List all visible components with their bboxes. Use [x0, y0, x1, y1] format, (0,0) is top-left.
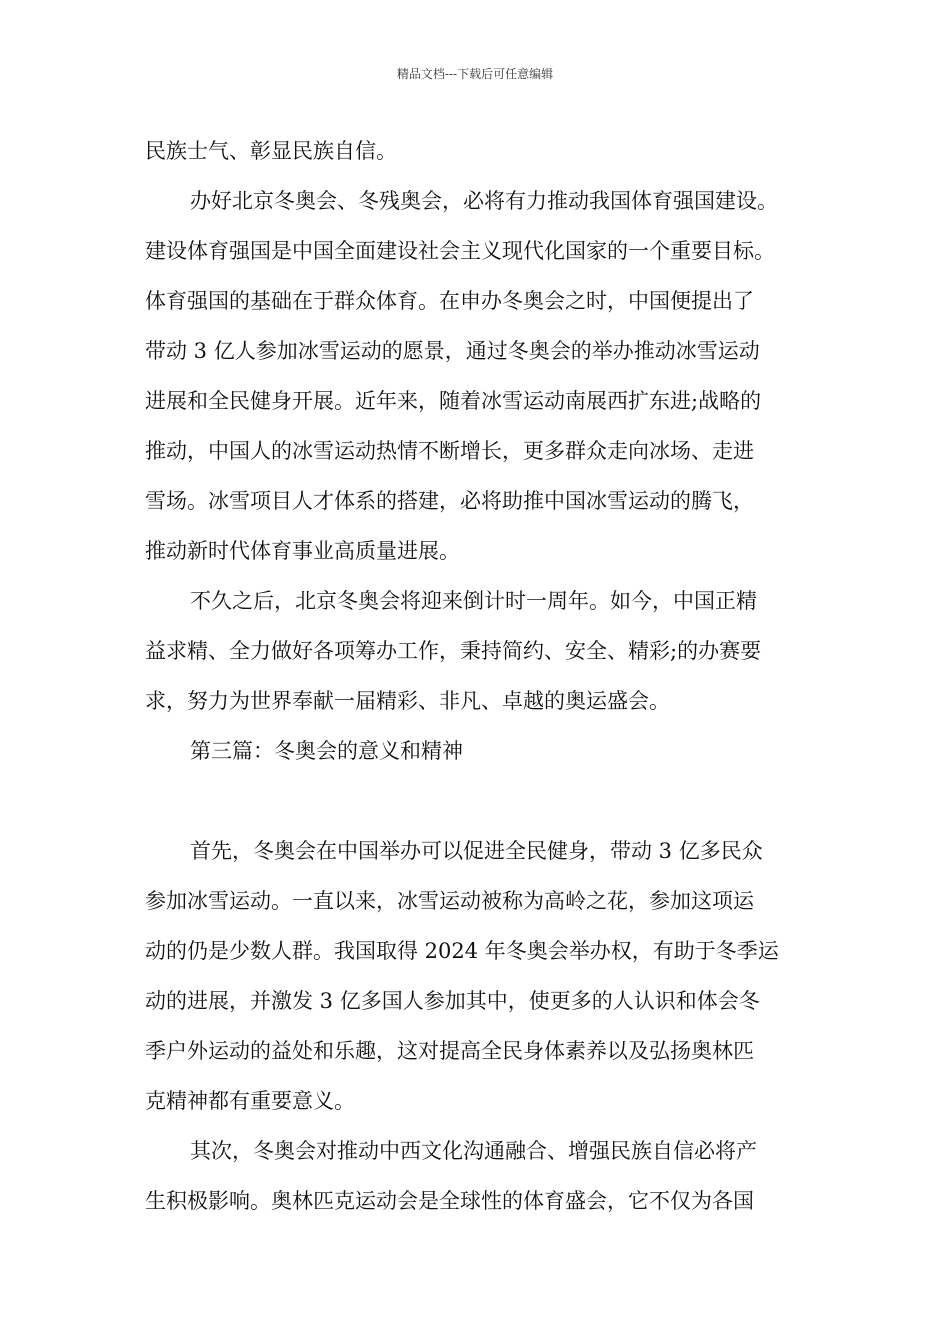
text-line: 求，努力为世界奉献一届精彩、非凡、卓越的奥运盛会。: [145, 689, 670, 713]
paragraph-start-line: 不久之后，北京冬奥会将迎来倒计时一周年。如今，中国正精: [190, 589, 757, 613]
text-line: 带动 3 亿人参加冰雪运动的愿景，通过冬奥会的举办推动冰雪运动: [145, 339, 760, 363]
paragraph-start-line: 办好北京冬奥会、冬残奥会，必将有力推动我国体育强国建设。: [190, 189, 778, 213]
page-header: 精品文档---下载后可任意编辑: [396, 67, 554, 81]
text-line: 克精神都有重要意义。: [145, 1089, 355, 1113]
text-line: 雪场。冰雪项目人才体系的搭建，必将助推中国冰雪运动的腾飞，: [145, 489, 754, 513]
blank-line: [145, 776, 817, 826]
text-line: 体育强国的基础在于群众体育。在申办冬奥会之时，中国便提出了: [145, 289, 754, 313]
text-line: 季户外运动的益处和乐趣，这对提高全民身体素养以及弘扬奥林匹: [145, 1039, 754, 1063]
text-line: 推动，中国人的冰雪运动热情不断增长，更多群众走向冰场、走进: [145, 439, 754, 463]
text-line: 推动新时代体育事业高质量进展。: [145, 539, 460, 563]
paragraph-start-line: 首先，冬奥会在中国举办可以促进全民健身，带动 3 亿多民众: [190, 839, 763, 863]
text-line: 参加冰雪运动。一直以来，冰雪运动被称为高岭之花，参加这项运: [145, 889, 754, 913]
text-line: 建设体育强国是中国全面建设社会主义现代化国家的一个重要目标。: [145, 239, 775, 263]
text-line: 民族士气、彰显民族自信。: [145, 139, 397, 163]
text-line: 动的进展，并激发 3 亿多国人参加其中，使更多的人认识和体会冬: [145, 989, 760, 1013]
text-line: 进展和全民健身开展。近年来，随着冰雪运动南展西扩东进;战略的: [145, 389, 762, 413]
text-line: 生积极影响。奥林匹克运动会是全球性的体育盛会，它不仅为各国: [145, 1189, 754, 1213]
text-line: 益求精、全力做好各项筹办工作，秉持简约、安全、精彩;的办赛要: [145, 639, 762, 663]
paragraph-start-line: 其次，冬奥会对推动中西文化沟通融合、增强民族自信必将产: [190, 1139, 757, 1163]
section-heading: 第三篇：冬奥会的意义和精神: [190, 739, 463, 763]
text-line: 动的仍是少数人群。我国取得 2024 年冬奥会举办权，有助于冬季运: [145, 939, 779, 963]
document-body: [145, 126, 817, 1226]
